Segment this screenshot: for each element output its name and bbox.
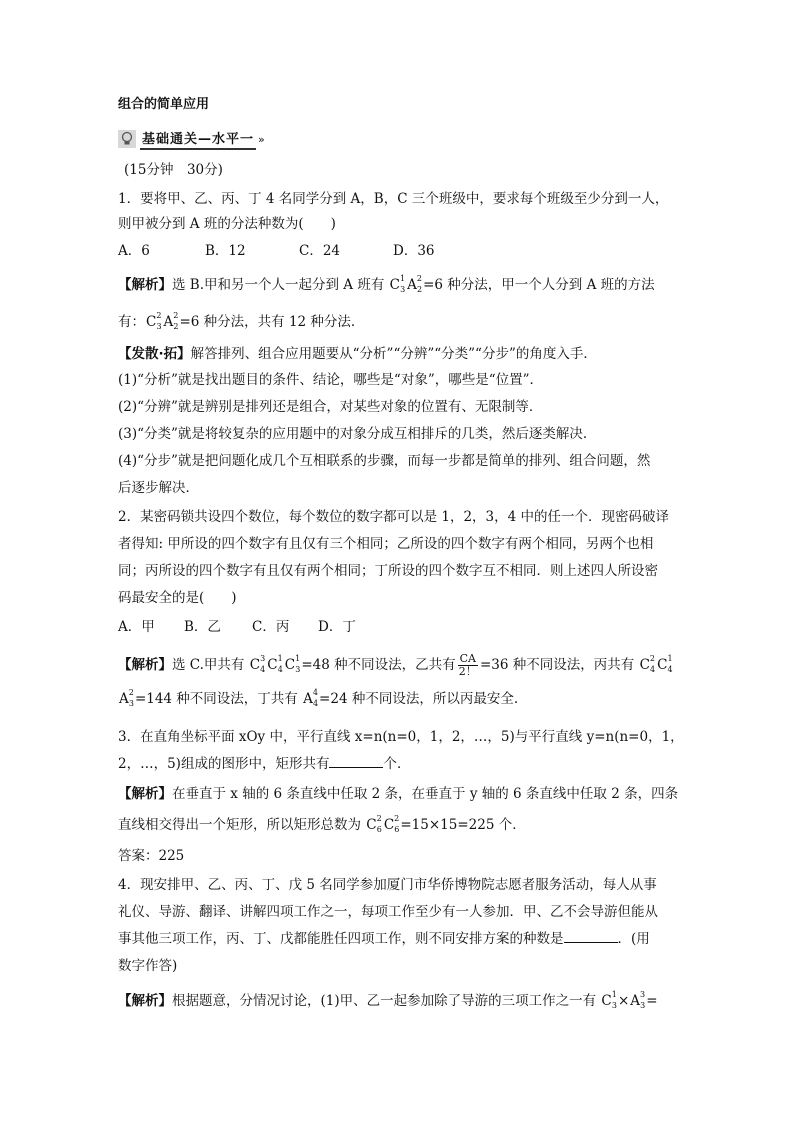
q2-option-b: B．乙 xyxy=(184,619,221,635)
math-c-4-1: $C^1_4$ xyxy=(267,654,283,674)
q1-line-1: 1．要将甲、乙、丙、丁 4 名同学分到 A，B，C 三个班级中，要求每个班级至少分到一人， xyxy=(118,191,669,207)
a3-text-a: 在垂直于 x 轴的 6 条直线中任取 2 条，在垂直于 y 轴的 6 条直线中任取 2 条，四条 xyxy=(172,786,679,802)
q4-line-3 xyxy=(118,930,650,948)
times-sign: × xyxy=(617,993,630,1009)
q4-text-b: ．(用 xyxy=(617,931,650,947)
a2-text-b: =48 种不同设法，乙共有 xyxy=(301,657,456,673)
q3-answer-blank[interactable] xyxy=(329,755,383,768)
q1-options xyxy=(118,242,435,260)
q1-option-a: A．6 xyxy=(118,243,150,259)
a4-text-c: = xyxy=(646,993,658,1009)
a2-text-e: =24 种不同设法，所以丙最安全. xyxy=(319,691,519,707)
section-badge-label: 基础通关—水平一 xyxy=(140,128,256,150)
q2-line-3: 同；丙所设的四个数字有且仅有两个相同；丁所设的四个数字互不相同．则上述四人所设密 xyxy=(118,563,658,579)
math-fraction: $\frac{CA}{2!}$ xyxy=(458,652,477,678)
double-chevron-icon: » xyxy=(258,132,265,146)
q4-text-a: 事其他三项工作，丙、丁、戊都能胜任四项工作，则不同安排方案的种数是 xyxy=(118,931,564,947)
math-c-4-2: $C^2_4$ xyxy=(639,654,656,674)
a2-line-2 xyxy=(118,690,518,710)
lightbulb-icon xyxy=(118,130,136,148)
extension-tag: 【发散·拓】 xyxy=(118,346,191,362)
q2-line-2: 者得知: 甲所设的四个数字有且仅有三个相同；乙所设的四个数字有两个相同，另两个也相 xyxy=(118,536,654,552)
q2-line-1: 2．某密码锁共设四个数位，每个数位的数字都可以是 1，2，3，4 中的任一个．现密码破译 xyxy=(118,509,670,525)
math-c-4-1b: $C^1_4$ xyxy=(657,654,673,674)
ext-line-1 xyxy=(118,345,597,363)
analysis-tag: 【解析】 xyxy=(118,277,172,293)
math-a-4-4: $A^4_4$ xyxy=(303,688,319,708)
time-note: (15分钟 30分) xyxy=(124,162,223,178)
q1-option-b: B．12 xyxy=(205,243,246,259)
q2-line-4: 码最安全的是( ) xyxy=(118,590,237,606)
math-c-3-2: $C^2_3$ xyxy=(146,311,162,331)
a1-text-c: 有： xyxy=(118,314,145,330)
q4-line-4: 数字作答) xyxy=(118,958,178,974)
ext-text-1: 解答排列、组合应用题要从“分析”“分辨”“分类”“分步”的角度入手． xyxy=(190,346,597,362)
q3-line-2 xyxy=(118,755,410,773)
ext-line-2: (1)“分析”就是找出题目的条件、结论，哪些是“对象”，哪些是“位置”． xyxy=(118,372,544,388)
q1-line-2: 则甲被分到 A 班的分法种数为( ) xyxy=(118,216,336,232)
q1-option-d: D．36 xyxy=(393,243,435,259)
a1-text-a: 选 B.甲和另一个人一起分到 A 班有 xyxy=(172,277,385,293)
a1-text-b: =6 种分法，甲一个人分到 A 班的方法 xyxy=(423,277,655,293)
math-c-3-1c: $C^1_3$ xyxy=(601,990,617,1010)
a1-text-d: =6 种分法，共有 12 种分法． xyxy=(179,314,365,330)
section-badge xyxy=(118,129,265,149)
a3-text-b: 直线相交得出一个矩形，所以矩形总数为 xyxy=(118,817,361,833)
math-a-2-2b: $A^2_2$ xyxy=(163,311,179,331)
a2-text-c: =36 种不同设法，丙共有 xyxy=(479,657,635,673)
q4-line-1: 4．现安排甲、乙、丙、丁、戊 5 名同学参加厦门市华侨博物院志愿者服务活动，每人从事 xyxy=(118,877,657,893)
q2-option-a: A．甲 xyxy=(118,619,155,635)
a3-line-2 xyxy=(118,816,526,836)
a4-text-a: 根据题意，分情况讨论，(1)甲、乙一起参加除了导游的三项工作之一有 xyxy=(172,993,597,1009)
a2-text-d: =144 种不同设法，丁共有 xyxy=(134,691,298,707)
q4-line-2: 礼仪、导游、翻译、讲解四项工作之一，每项工作至少有一人参加．甲、乙不会导游但能从 xyxy=(118,904,658,920)
math-c-3-1: $C^1_3$ xyxy=(389,274,406,294)
ext-line-4: (3)“分类”就是将较复杂的应用题中的对象分成互相排斥的几类，然后逐类解决． xyxy=(118,426,597,442)
a4-line-1 xyxy=(118,992,658,1012)
a1-line-2 xyxy=(118,313,364,333)
q1-option-c: C．24 xyxy=(299,243,341,259)
math-c-4-3: $C^3_4$ xyxy=(249,654,266,674)
math-a-3-3: $A^3_3$ xyxy=(630,990,646,1010)
ext-line-5: (4)“分步”就是把问题化成几个互相联系的步骤，而每一步都是简单的排列、组合问题，然 xyxy=(118,453,651,469)
a3-text-c: =15×15=225 个． xyxy=(400,817,526,833)
a2-text-a: 选 C.甲共有 xyxy=(172,657,245,673)
ext-line-3: (2)“分辨”就是辨别是排列还是组合，对某些对象的位置有、无限制等． xyxy=(118,399,543,415)
analysis-tag: 【解析】 xyxy=(118,657,172,673)
a3-line-1 xyxy=(118,785,678,803)
a1-line-1 xyxy=(118,276,655,296)
a2-line-1 xyxy=(118,653,674,678)
page-title: 组合的简单应用 xyxy=(118,97,210,112)
q2-option-c: C．丙 xyxy=(252,619,290,635)
math-c-3-1b: $C^1_3$ xyxy=(284,654,301,674)
math-c-6-2b: $C^2_6$ xyxy=(383,814,400,834)
math-a-3-2: $A^2_3$ xyxy=(119,688,134,708)
ext-line-6: 后逐步解决． xyxy=(118,480,199,496)
q3-text-b: 个． xyxy=(383,756,411,772)
a3-answer: 答案：225 xyxy=(118,848,185,864)
analysis-tag: 【解析】 xyxy=(118,993,172,1009)
q4-answer-blank[interactable] xyxy=(564,930,618,943)
analysis-tag: 【解析】 xyxy=(118,786,172,802)
q3-line-1: 3．在直角坐标平面 xOy 中，平行直线 x=n(n=0，1，2，…，5)与平行直线 y=n(n=0，1， xyxy=(118,729,684,745)
q2-option-d: D．丁 xyxy=(318,619,356,635)
q2-options xyxy=(118,618,356,636)
math-c-6-2: $C^2_6$ xyxy=(366,814,382,834)
math-a-2-2: $A^2_2$ xyxy=(407,274,423,294)
q3-text-a: 2，…，5)组成的图形中，矩形共有 xyxy=(118,756,330,772)
